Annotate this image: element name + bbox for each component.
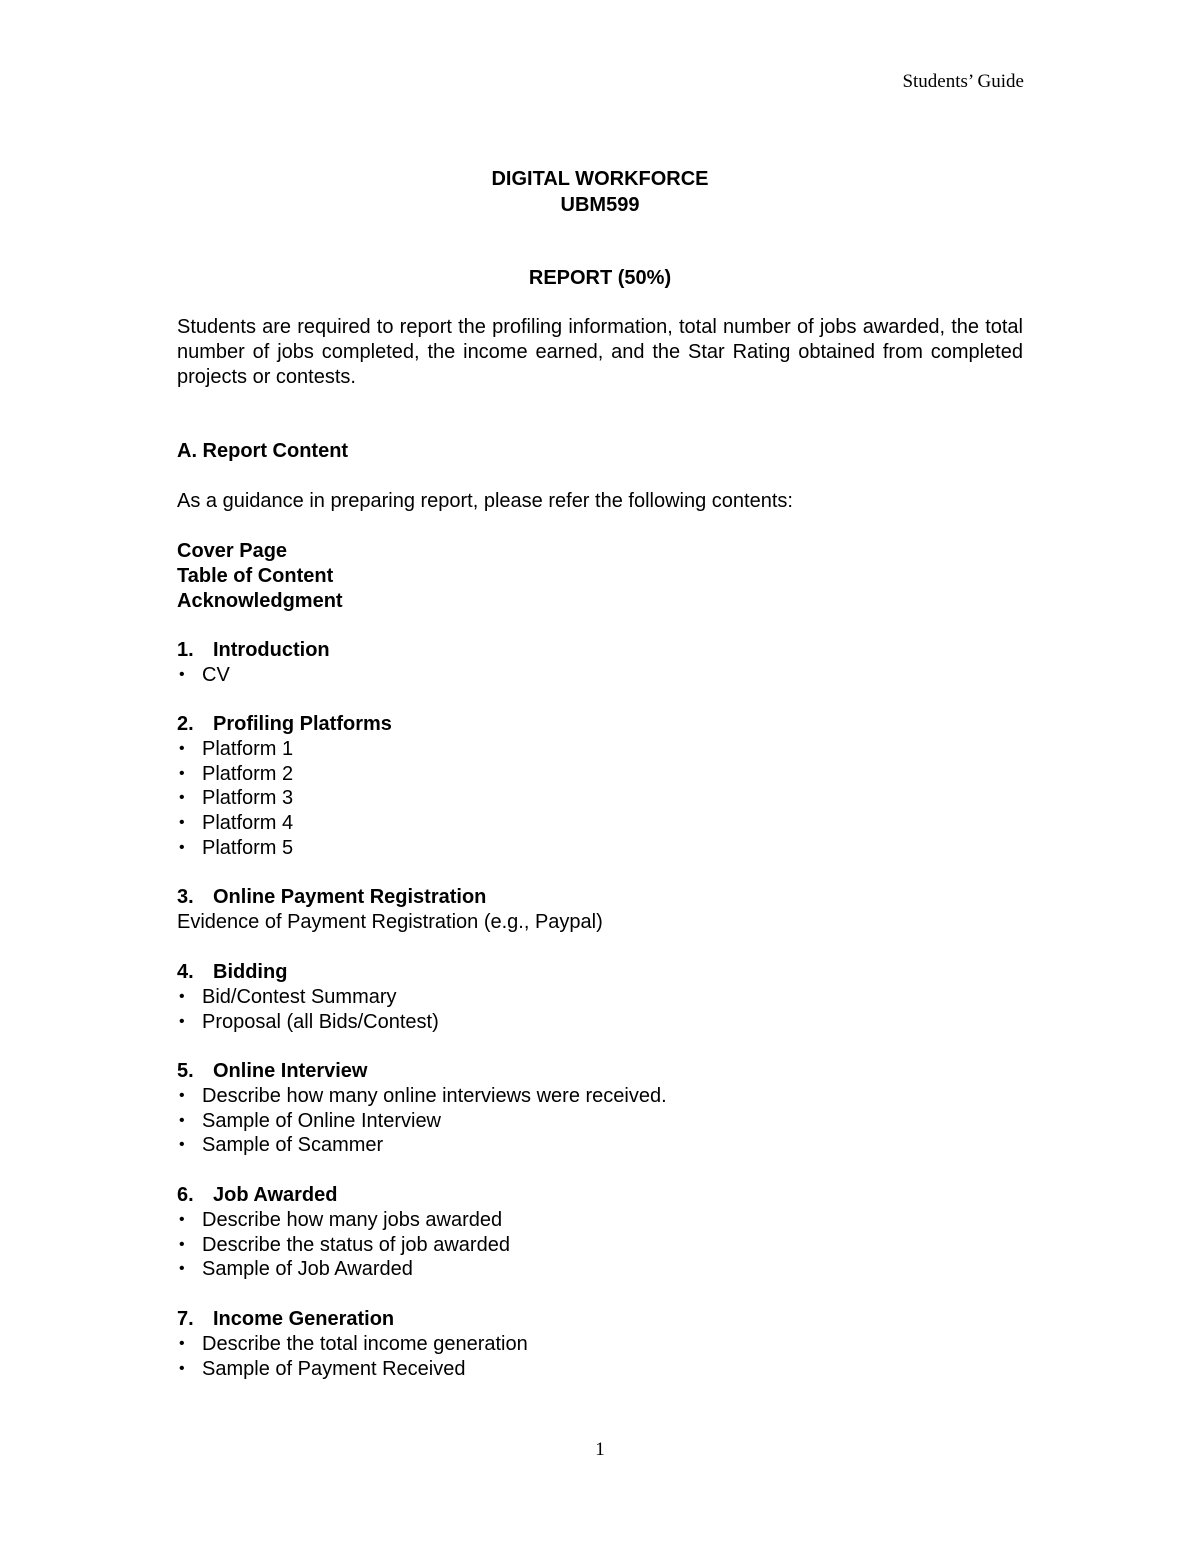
- page-number: 1: [595, 1439, 605, 1460]
- section-a-heading: A. Report Content: [177, 440, 349, 462]
- section-heading: [177, 638, 1023, 663]
- list-item: • Platform 3: [177, 786, 1023, 811]
- list-item: • Describe how many online interviews were received.: [177, 1084, 1023, 1109]
- section-heading: [177, 1183, 1023, 1208]
- section-text: Evidence of Payment Registration (e.g., Paypal): [177, 910, 603, 933]
- section-title: Profiling Platforms: [213, 713, 392, 735]
- list-item: • Platform 1: [177, 737, 1023, 762]
- front-matter-acknowledgment: Acknowledgment: [177, 589, 343, 612]
- section-introduction: [177, 638, 1023, 688]
- list-item: • Sample of Payment Received: [177, 1357, 1023, 1382]
- bullet-list: [177, 1332, 1023, 1382]
- report-title: REPORT (50%): [528, 267, 672, 289]
- section-online-payment-registration: [177, 885, 1023, 935]
- guidance-text: As a guidance in preparing report, please refer the following contents:: [177, 490, 793, 512]
- section-job-awarded: [177, 1183, 1023, 1282]
- bullet-list: [177, 663, 1023, 688]
- list-item: • Platform 4: [177, 811, 1023, 836]
- list-item: • Describe the total income generation: [177, 1332, 1023, 1357]
- list-item: • Describe the status of job awarded: [177, 1233, 1023, 1258]
- list-item: • Describe how many jobs awarded: [177, 1208, 1023, 1233]
- bullet-list: [177, 985, 1023, 1035]
- section-number: 6.: [177, 1184, 194, 1206]
- section-income-generation: [177, 1307, 1023, 1381]
- section-title: Online Interview: [213, 1060, 368, 1082]
- section-heading: [177, 1307, 1023, 1332]
- list-item: • Bid/Contest Summary: [177, 985, 1023, 1010]
- section-number: 3.: [177, 886, 194, 908]
- list-item: • Proposal (all Bids/Contest): [177, 1010, 1023, 1035]
- section-bidding: [177, 960, 1023, 1034]
- section-heading: [177, 712, 1023, 737]
- section-profiling-platforms: [177, 712, 1023, 861]
- document-title: [0, 166, 1200, 218]
- bullet-list: [177, 1208, 1023, 1282]
- section-number: 7.: [177, 1308, 194, 1330]
- front-matter-list: [177, 539, 1023, 613]
- section-title: Online Payment Registration: [213, 886, 487, 908]
- list-item: • Platform 5: [177, 836, 1023, 861]
- section-heading: [177, 885, 1023, 910]
- bullet-list: [177, 1084, 1023, 1158]
- list-item: • Sample of Job Awarded: [177, 1257, 1023, 1282]
- list-item: • Platform 2: [177, 762, 1023, 787]
- list-item: • CV: [177, 663, 1023, 688]
- section-heading: [177, 1059, 1023, 1084]
- document-title-line1: DIGITAL WORKFORCE: [491, 168, 709, 190]
- section-number: 4.: [177, 961, 194, 983]
- bullet-list: [177, 737, 1023, 861]
- section-heading: [177, 960, 1023, 985]
- front-matter-table-of-content: Table of Content: [177, 564, 334, 587]
- course-code: UBM599: [560, 194, 640, 216]
- section-title: Job Awarded: [213, 1184, 338, 1206]
- list-item: • Sample of Scammer: [177, 1133, 1023, 1158]
- intro-paragraph: Students are required to report the profiling information, total number of jobs awarded, the total number of jobs completed, the income earned, and the Star Rating obtained from completed projects or contests.: [177, 316, 1023, 388]
- running-header: Students’ Guide: [902, 71, 1024, 92]
- section-number: 1.: [177, 639, 194, 661]
- list-item: • Sample of Online Interview: [177, 1109, 1023, 1134]
- section-title: Bidding: [213, 961, 288, 983]
- section-number: 2.: [177, 713, 194, 735]
- front-matter-cover-page: Cover Page: [177, 540, 288, 562]
- section-number: 5.: [177, 1060, 194, 1082]
- section-title: Introduction: [213, 639, 330, 661]
- section-title: Income Generation: [213, 1308, 395, 1330]
- section-online-interview: [177, 1059, 1023, 1158]
